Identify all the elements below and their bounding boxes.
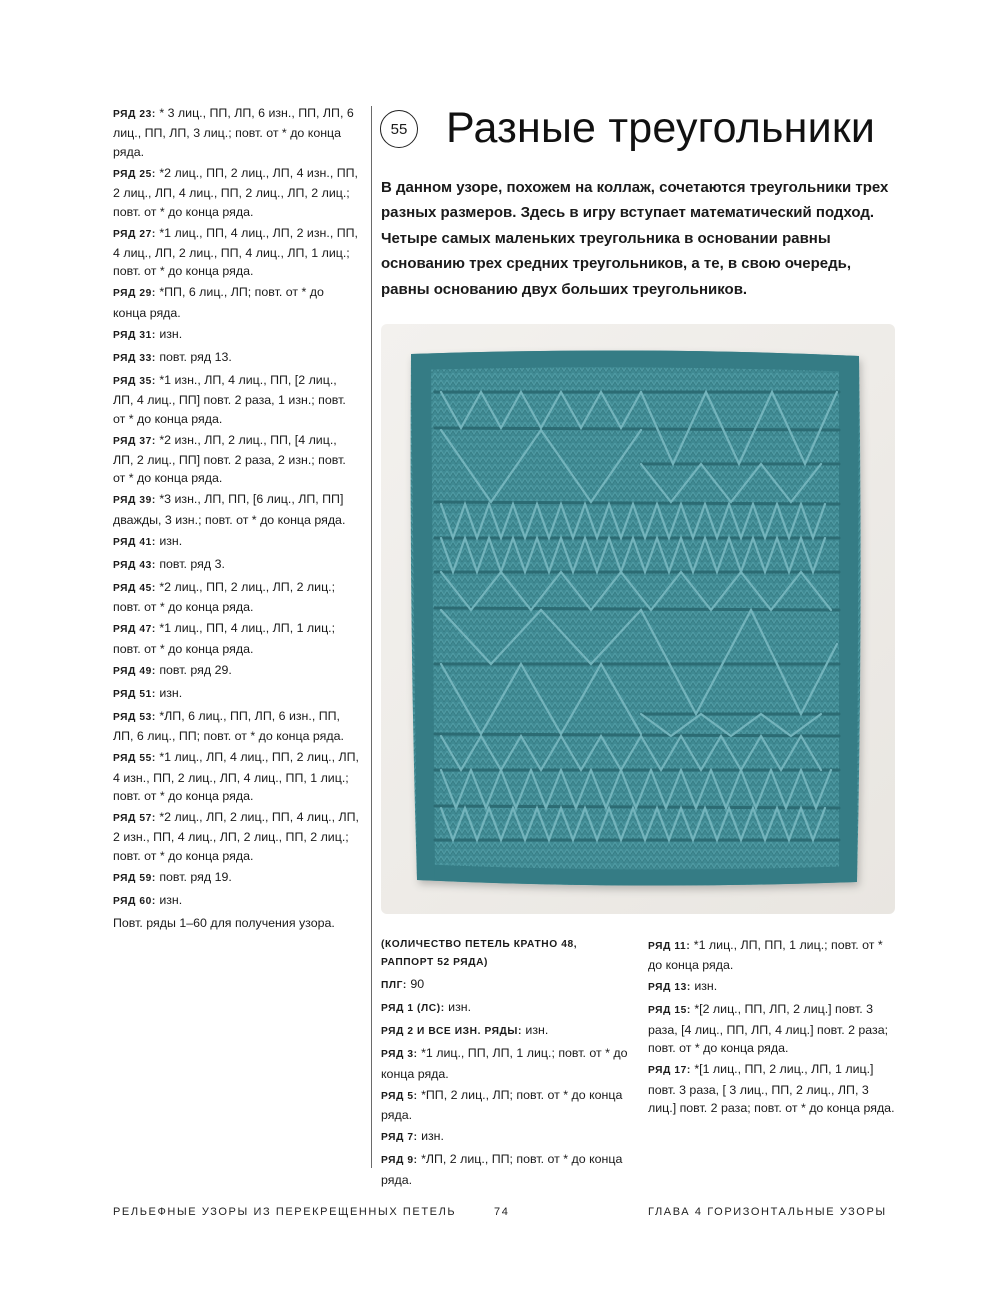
- pattern-number: 55: [390, 120, 408, 138]
- row-plg: ПЛГ: 90: [381, 977, 425, 992]
- bottom-right-instructions: [648, 936, 898, 1120]
- row-60: РЯД 60: изн.: [113, 892, 183, 907]
- pattern-number-badge: [380, 110, 418, 148]
- row-11: РЯД 11: *1 лиц., ЛП, ПП, 1 лиц.; повт. от * до конца ряда.: [648, 938, 883, 973]
- row-51: РЯД 51: изн.: [113, 685, 183, 700]
- row-33: РЯД 33: повт. ряд 13.: [113, 349, 232, 364]
- left-instructions: [113, 104, 359, 937]
- row-31: РЯД 31: изн.: [113, 326, 183, 341]
- row-23: РЯД 23: * 3 лиц., ПП, ЛП, 6 изн., ПП, ЛП, 6 лиц., ПП, ЛП, 3 лиц.; повт. от * до конца ряда.: [113, 106, 354, 159]
- row-41: РЯД 41: изн.: [113, 533, 183, 548]
- row-17: РЯД 17: *[1 лиц., ПП, 2 лиц., ЛП, 1 лиц.] повт. 3 раза, [ 3 лиц., ПП, 2 лиц., ЛП, 3 лиц.] повт. 2 раза; повт. от * до конца ряда.: [648, 1062, 895, 1116]
- footer-book-title: РЕЛЬЕФНЫЕ УЗОРЫ ИЗ ПЕРЕКРЕЩЕННЫХ ПЕТЕЛЬ: [113, 1206, 457, 1218]
- row-15: РЯД 15: *[2 лиц., ПП, ЛП, 2 лиц.] повт. 3 раза, [4 лиц., ПП, ЛП, 4 лиц.] повт. 2 раза; повт. от * до конца ряда.: [648, 1002, 889, 1056]
- bottom-left-instructions: [381, 936, 631, 1192]
- swatch-right-border: [839, 356, 859, 882]
- row-39: РЯД 39: *3 изн., ЛП, ПП, [6 лиц., ЛП, ПП] дважды, 3 изн.; повт. от * до конца ряда.: [113, 492, 346, 527]
- row-29: РЯД 29: *ПП, 6 лиц., ЛП; повт. от * до конца ряда.: [113, 285, 324, 320]
- row-47: РЯД 47: *1 лиц., ПП, 4 лиц., ЛП, 1 лиц.; повт. от * до конца ряда.: [113, 621, 336, 656]
- page-title: Разные треугольники: [446, 104, 876, 152]
- row-25: РЯД 25: *2 лиц., ПП, 2 лиц., ЛП, 4 изн., ПП, 2 лиц., ЛП, 4 лиц., ПП, 2 лиц., ЛП, 2 лиц.; повт. от * до конца ряда.: [113, 165, 358, 219]
- row-3: РЯД 3: *1 лиц., ПП, ЛП, 1 лиц.; повт. от * до конца ряда.: [381, 1046, 628, 1081]
- row-59: РЯД 59: повт. ряд 19.: [113, 869, 232, 884]
- column-divider: [371, 106, 372, 1168]
- row-9: РЯД 9: *ЛП, 2 лиц., ПП; повт. от * до конца ряда.: [381, 1152, 623, 1187]
- row-7: РЯД 7: изн.: [381, 1129, 444, 1144]
- row-53: РЯД 53: *ЛП, 6 лиц., ПП, ЛП, 6 изн., ПП, ЛП, 6 лиц., ПП; повт. от * до конца ряда.: [113, 708, 344, 744]
- row-43: РЯД 43: повт. ряд 3.: [113, 556, 225, 571]
- row-27: РЯД 27: *1 лиц., ПП, 4 лиц., ЛП, 2 изн., ПП, 4 лиц., ЛП, 2 лиц., ПП, 4 лиц., ЛП, 1 лиц.; повт. от * до конца ряда.: [113, 225, 358, 279]
- row-45: РЯД 45: *2 лиц., ПП, 2 лиц., ЛП, 2 лиц.; повт. от * до конца ряда.: [113, 579, 336, 615]
- repeat-note: Повт. ряды 1–60 для получения узора.: [113, 915, 335, 930]
- stitch-count-header: (КОЛИЧЕСТВО ПЕТЕЛЬ КРАТНО 48, РАППОРТ 52 РЯДА): [381, 939, 578, 969]
- row-55: РЯД 55: *1 лиц., ЛП, 4 лиц., ПП, 2 лиц., ЛП, 4 изн., ПП, 2 лиц., ЛП, 4 лиц., ПП, 1 лиц.; повт. от * до конца ряда.: [113, 750, 359, 803]
- swatch-left-border: [411, 354, 435, 880]
- row-13: РЯД 13: изн.: [648, 979, 718, 994]
- footer-chapter: ГЛАВА 4 ГОРИЗОНТАЛЬНЫЕ УЗОРЫ: [648, 1206, 887, 1218]
- row-57: РЯД 57: *2 лиц., ЛП, 2 лиц., ПП, 4 лиц., ЛП, 2 изн., ПП, 4 лиц., ЛП, 2 лиц., ПП, 2 лиц.; повт. от * до конца ряда.: [113, 809, 359, 863]
- row-2: РЯД 2 И ВСЕ ИЗН. РЯДЫ: изн.: [381, 1023, 549, 1038]
- footer-page-number: 74: [494, 1206, 510, 1218]
- row-35: РЯД 35: *1 изн., ЛП, 4 лиц., ПП, [2 лиц., ЛП, 4 лиц., ПП] повт. 2 раза, 1 изн.; повт. от * до конца ряда.: [113, 372, 346, 426]
- knit-swatch-photo: [381, 324, 895, 914]
- row-37: РЯД 37: *2 изн., ЛП, 2 лиц., ПП, [4 лиц., ЛП, 2 лиц., ПП] повт. 2 раза, 2 изн.; повт. от * до конца ряда.: [113, 432, 346, 486]
- row-49: РЯД 49: повт. ряд 29.: [113, 662, 232, 677]
- row-5: РЯД 5: *ПП, 2 лиц., ЛП; повт. от * до конца ряда.: [381, 1087, 623, 1123]
- intro-paragraph: В данном узоре, похожем на коллаж, сочетаются треугольники трех разных размеров. Здесь в игру вступает математический подход. Четыре самых маленьких треугольника в основании равны основанию трех средних треугольников, а те, в свою очередь, равны основанию двух больших треугольников.: [381, 179, 889, 298]
- row-1: РЯД 1 (ЛС): изн.: [381, 1000, 472, 1015]
- knit-swatch-image: [381, 324, 895, 914]
